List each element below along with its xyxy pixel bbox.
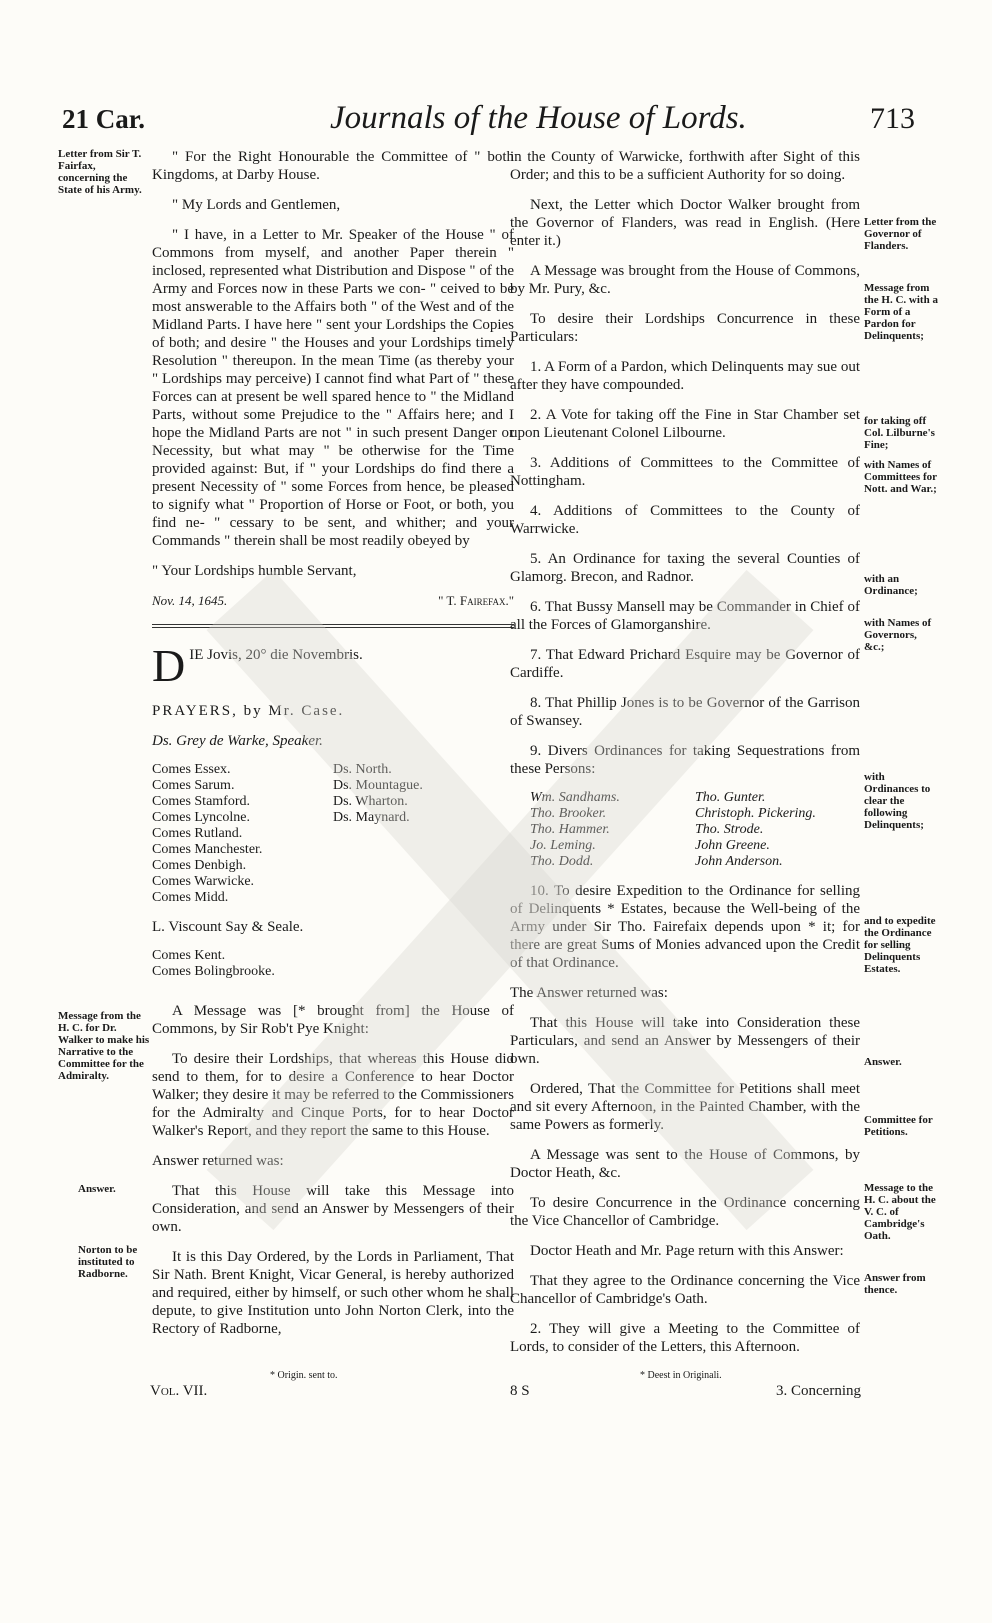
lords-present	[152, 762, 514, 906]
order-paragraph: It is this Day Ordered, by the Lords in Parliament, That Sir Nath. Brent Knight, Vicar General, is hereby authorized and required, either by himself, or such other whom he shall depute, to give Institution unto John Norton Clerk, into the Rectory of Radborne,	[152, 1249, 514, 1337]
letter-closing: " Your Lordships humble Servant,	[152, 563, 357, 579]
list-item: 6. That Bussy Mansell may be Commander in Chief of all the Forces of Glamorganshire.	[510, 599, 860, 633]
person-name: Christoph. Pickering.	[695, 806, 816, 821]
person-name: Wm. Sandhams.	[530, 790, 620, 805]
person-name: John Greene.	[695, 838, 770, 853]
message-paragraph: A Message was [* brought from] the House of Commons, by Sir Rob't Pye Knight:	[152, 1003, 514, 1037]
return-paragraph: Doctor Heath and Mr. Page return with this Answer:	[530, 1243, 844, 1259]
margin-note: Norton to be instituted to Radborne.	[78, 1244, 138, 1280]
margin-note: with an Ordinance;	[864, 573, 918, 597]
left-column	[152, 148, 514, 1350]
answer-paragraph: That this House will take into Consideration these Particulars, and send an Answer by Messengers of their own.	[510, 1015, 860, 1067]
divider	[152, 624, 514, 628]
margin-note: and to expedite the Ordinance for selling Delinquents Estates.	[864, 915, 936, 975]
lord-name: Ds. North.	[333, 762, 392, 777]
list-item: 2. A Vote for taking off the Fine in Star Chamber set upon Lieutenant Colonel Lilbourne.	[510, 407, 860, 441]
letter-signature: " T. Fairefax."	[438, 593, 514, 608]
catchword: 3. Concerning	[776, 1383, 861, 1399]
list-item: 1. A Form of a Pardon, which Delinquents may sue out after they have compounded.	[510, 359, 860, 393]
margin-note: with Names of Committees for Nott. and War.;	[864, 459, 937, 495]
lord-name: Comes Midd.	[152, 890, 229, 905]
signature-mark: 8 S	[510, 1383, 530, 1399]
viscount: L. Viscount Say & Seale.	[152, 919, 304, 935]
person-name: Tho. Strode.	[695, 822, 764, 837]
delinquent-names	[530, 790, 860, 870]
margin-note: Message from the H. C. for Dr. Walker to make his Narrative to the Committee for the Admiralty.	[58, 1010, 150, 1082]
lord-name: Comes Kent.	[152, 948, 226, 963]
answer-label: Answer returned was:	[152, 1153, 284, 1169]
message-paragraph: A Message was sent to the House of Commons, by Doctor Heath, &c.	[510, 1147, 860, 1181]
message-paragraph: A Message was brought from the House of Commons, by Mr. Pury, &c.	[510, 263, 860, 297]
answer-paragraph: That this House will take this Message into Consideration, and send an Answer by Messengers of their own.	[152, 1183, 514, 1235]
margin-note: Committee for Petitions.	[864, 1114, 933, 1138]
lord-name: Comes Essex.	[152, 762, 231, 777]
letter-body: " I have, in a Letter to Mr. Speaker of the House " of Commons from myself, and another Paper therein " inclosed, represented what Distribution and Dispose " of the Army and Forces now in these Parts we con- " ceived to be most answerable to the Affairs both " of the West and of the Midland Parts. I have here " sent your Lordships the Copies of both; and desire " the Houses and your Lordships timely Resolution " thereupon. In the mean Time (as thereby your " Lordships may perceive) I cannot find what Part of " these Forces can at present be well spared hence to " the Midland Parts, without some Prejudice to the " Affairs here; and I hope the Midland Parts are not " in such present Danger or Necessity, but what may " be otherwise for the Time provided against: But, if " your Lordships do find there a present Necessity of " some Forces from hence, be pleased to signify what " Proportion of Horse or Foot, or both, you find ne- " cessary to be sent, and whither; and your Commands " therein shall be most readily obeyed by	[152, 227, 514, 549]
lord-name: Comes Manchester.	[152, 842, 263, 857]
footnote: * Origin. sent to.	[270, 1370, 338, 1381]
person-name: John Anderson.	[695, 854, 783, 869]
lord-name: Comes Denbigh.	[152, 858, 247, 873]
list-item: 9. Divers Ordinances for taking Sequestrations from these Persons:	[510, 743, 860, 777]
lord-name: Comes Warwicke.	[152, 874, 255, 889]
lord-name: Comes Bolingbrooke.	[152, 964, 275, 979]
regnal-year: 21 Car.	[62, 104, 146, 134]
margin-note: Message to the H. C. about the V. C. of Cambridge's Oath.	[864, 1182, 936, 1242]
message-paragraph: To desire Concurrence in the Ordinance concerning the Vice Chancellor of Cambridge.	[510, 1195, 860, 1229]
margin-note: for taking off Col. Lilburne's Fine;	[864, 415, 935, 451]
list-item: 8. That Phillip Jones is to be Governor of the Garrison of Swansey.	[510, 695, 860, 729]
answer-paragraph: 2. They will give a Meeting to the Committee of Lords, to consider of the Letters, this Afternoon.	[510, 1321, 860, 1355]
speaker: Ds. Grey de Warke, Speaker.	[152, 733, 323, 749]
letter-salutation: " My Lords and Gentlemen,	[172, 197, 341, 213]
right-column	[510, 148, 860, 1368]
list-item: 5. An Ordinance for taxing the several Counties of Glamorg. Brecon, and Radnor.	[510, 551, 860, 585]
lord-name: Ds. Mountague.	[333, 778, 423, 793]
lord-name: Ds. Maynard.	[333, 810, 410, 825]
prayers: PRAYERS, by Mr. Case.	[152, 703, 345, 719]
page-number: 713	[870, 102, 915, 135]
day-heading: IE Jovis, 20° die Novembris.	[189, 647, 363, 663]
lord-name: Comes Lyncolne.	[152, 810, 250, 825]
answer-paragraph: That they agree to the Ordinance concerning the Vice Chancellor of Cambridge's Oath.	[510, 1273, 860, 1307]
margin-note: Answer.	[78, 1183, 116, 1195]
journal-title: Journals of the House of Lords.	[330, 100, 747, 136]
order-paragraph: Ordered, That the Committee for Petitions shall meet and sit every Afternoon, in the Painted Chamber, with the same Powers as formerly.	[510, 1081, 860, 1133]
person-name: Tho. Hammer.	[530, 822, 610, 837]
message-paragraph: To desire their Lordships, that whereas this House did send to them, for to desire a Conference to hear Doctor Walker; they desire it may be referred to the Commissioners for the Admiralty and Cinque Ports, for to hear Doctor Walker's Report, and they report the same to this House.	[152, 1051, 514, 1139]
person-name: Tho. Brooker.	[530, 806, 607, 821]
footnote: * Deest in Originali.	[640, 1370, 722, 1381]
message-paragraph: To desire their Lordships Concurrence in these Particulars:	[510, 311, 860, 345]
list-item: 7. That Edward Prichard Esquire may be Governor of Cardiffe.	[510, 647, 860, 681]
person-name: Tho. Gunter.	[695, 790, 766, 805]
lord-name: Comes Sarum.	[152, 778, 235, 793]
list-item: 3. Additions of Committees to the Committee of Nottingham.	[510, 455, 860, 489]
order-continuation: in the County of Warwicke, forthwith after Sight of this Order; and this to be a sufficient Authority for so doing.	[510, 149, 860, 183]
page-header	[0, 100, 992, 140]
person-name: Jo. Leming.	[530, 838, 596, 853]
margin-note: Message from the H. C. with a Form of a Pardon for Delinquents;	[864, 282, 938, 342]
margin-note: with Names of Governors, &c.;	[864, 617, 932, 653]
margin-note: Answer from thence.	[864, 1272, 926, 1296]
answer-label: The Answer returned was:	[510, 985, 668, 1001]
margin-note: Letter from the Governor of Flanders.	[864, 216, 937, 252]
letter-paragraph: Next, the Letter which Doctor Walker brought from the Governor of Flanders, was read in English. (Here enter it.)	[510, 197, 860, 249]
margin-note: Answer.	[864, 1056, 902, 1068]
lord-name: Comes Rutland.	[152, 826, 243, 841]
volume-mark: Vol. VII.	[150, 1383, 208, 1399]
letter-date: Nov. 14, 1645.	[152, 593, 228, 608]
margin-note: Letter from Sir T. Fairfax, concerning the State of his Army.	[58, 148, 142, 196]
list-item: 4. Additions of Committees to the County of Warrwicke.	[510, 503, 860, 537]
lord-name: Ds. Wharton.	[333, 794, 408, 809]
list-item: 10. To desire Expedition to the Ordinance for selling of Delinquents * Estates, because the Well-being of the Army under Sir Tho. Fairefaix depends upon * it; for there are great Sums of Monies advanced upon the Credit of that Ordinance.	[510, 883, 860, 971]
letter-address: " For the Right Honourable the Committee of " both Kingdoms, at Darby House.	[152, 149, 514, 183]
person-name: Tho. Dodd.	[530, 854, 594, 869]
margin-note: with Ordinances to clear the following Delinquents;	[864, 771, 931, 831]
drop-initial: D	[152, 646, 186, 686]
lord-name: Comes Stamford.	[152, 794, 250, 809]
